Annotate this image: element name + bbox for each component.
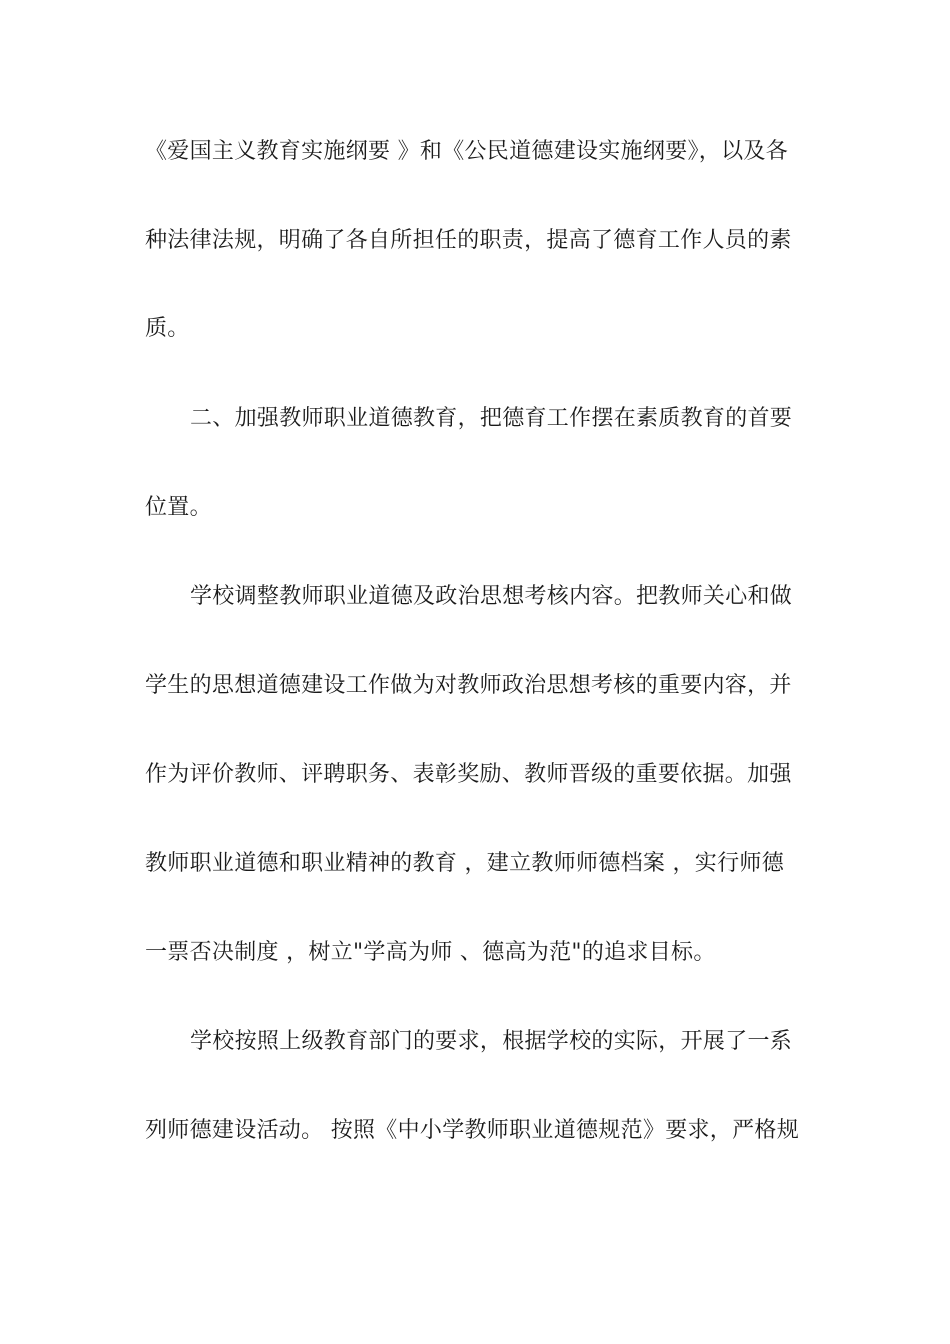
paragraph-line: 列师德建设活动。 按照《中小学教师职业道德规范》要求，严格规: [145, 1118, 799, 1143]
paragraph-line: 学校按照上级教育部门的要求，根据学校的实际，开展了一系: [190, 1029, 793, 1054]
paragraph-line: 《爱国主义教育实施纲要 》和《公民道德建设实施纲要》，以及各: [145, 139, 788, 164]
paragraph-line: 教师职业道德和职业精神的教育 ，建立教师师德档案 ，实行师德: [145, 851, 784, 876]
paragraph-line: 作为评价教师、评聘职务、表彰奖励、教师晋级的重要依据。加强: [145, 762, 792, 787]
paragraph-line: 学生的思想道德建设工作做为对教师政治思想考核的重要内容，并: [145, 673, 792, 698]
paragraph-line: 一票否决制度 ，树立"学高为师 、德高为范"的追求目标。: [145, 940, 716, 965]
paragraph-line: 质。: [145, 316, 190, 341]
section-heading: 二、加强教师职业道德教育，把德育工作摆在素质教育的首要: [190, 406, 793, 431]
paragraph-line: 学校调整教师职业道德及政治思想考核内容。把教师关心和做: [190, 584, 793, 609]
section-heading-continuation: 位置。: [145, 495, 212, 520]
paragraph-line: 种法律法规，明确了各自所担任的职责，提高了德育工作人员的素: [145, 228, 792, 253]
